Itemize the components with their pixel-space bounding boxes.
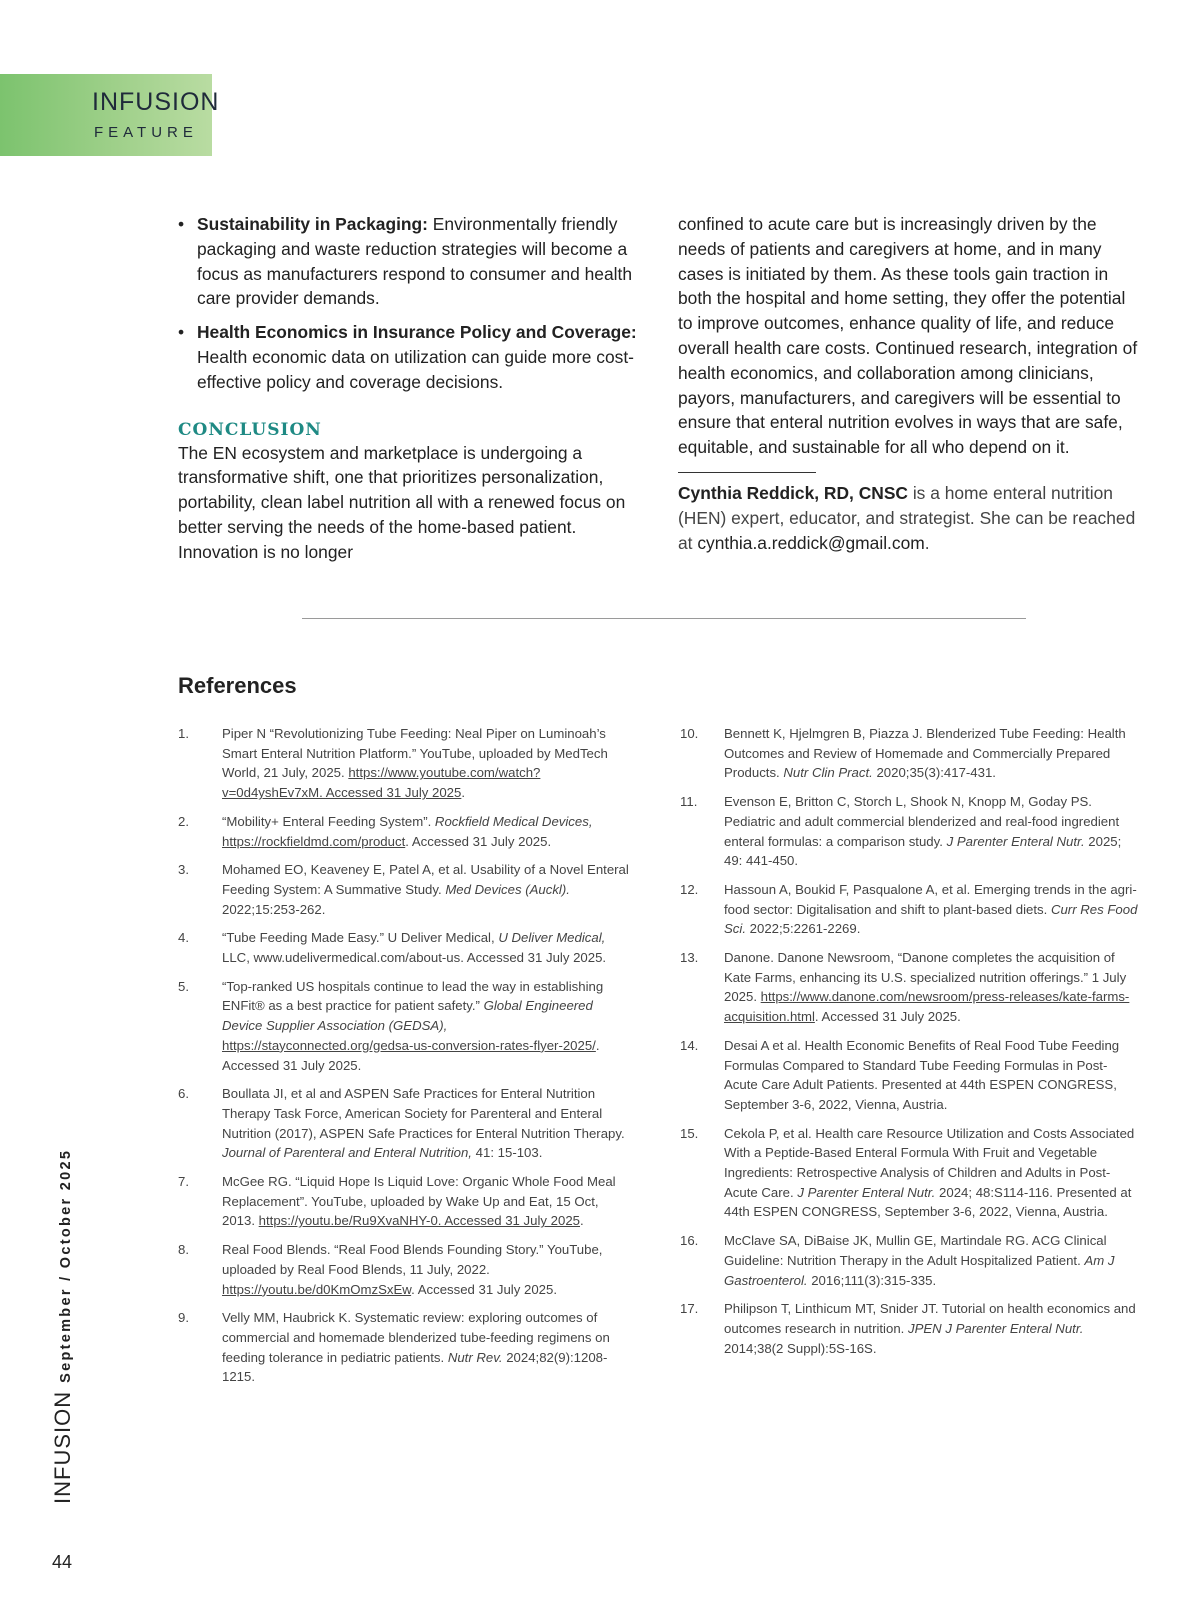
- reference-item: [178, 1084, 634, 1163]
- reference-item: [680, 724, 1138, 783]
- reference-source: JPEN J Parenter Enteral Nutr.: [907, 1320, 1084, 1336]
- reference-number: 8.: [178, 1242, 189, 1258]
- reference-item: [178, 860, 634, 919]
- reference-text: “Mobility+ Enteral Feeding System”.: [222, 813, 435, 829]
- vertical-issue-label: [50, 1149, 76, 1504]
- reference-text: 2022;15:253-262.: [222, 901, 326, 917]
- reference-text: Desai A et al. Health Economic Benefits of Real Food Tube Feeding Formulas Compared to Standard Tube Feeding Formulas in Post-Acute Care Adult Patients. Presented at 44th ESPEN CONGRESS, September 3-6, 2022, Vienna, Austria.: [724, 1037, 1120, 1112]
- reference-item: [680, 1299, 1138, 1358]
- reference-text: Real Food Blends. “Real Food Blends Founding Story.” YouTube, uploaded by Real Food Blends, 11 July, 2022.: [222, 1242, 603, 1277]
- reference-link[interactable]: https://rockfieldmd.com/product: [222, 833, 406, 849]
- reference-text: Bennett K, Hjelmgren B, Piazza J. Blenderized Tube Feeding: Health Outcomes and Review of Homemade and Commercially Prepared Products.: [724, 726, 1126, 781]
- bullet-label: Sustainability in Packaging:: [197, 214, 428, 234]
- reference-text: LLC, www.udelivermedical.com/about-us. Accessed 31 July 2025.: [222, 950, 607, 966]
- reference-link[interactable]: https://youtu.be/Ru9XvaNHY-0. Accessed 31 July 2025: [258, 1213, 581, 1229]
- reference-number: 4.: [178, 930, 189, 946]
- reference-number: 13.: [680, 950, 699, 966]
- infusion-logo: INFUSION: [92, 88, 220, 116]
- header-band: [0, 74, 220, 156]
- reference-source: Nutr Rev.: [447, 1349, 503, 1365]
- reference-number: 2.: [178, 813, 189, 829]
- reference-number: 9.: [178, 1310, 189, 1326]
- reference-source: Am J Gastroenterol.: [724, 1252, 1115, 1288]
- reference-source: U Deliver Medical,: [498, 930, 606, 946]
- reference-text: “Tube Feeding Made Easy.” U Deliver Medical,: [222, 930, 499, 946]
- author-email-link[interactable]: cynthia.a.reddick@gmail.com: [697, 532, 925, 553]
- reference-source: Rockfield Medical Devices,: [434, 813, 593, 829]
- reference-item: [680, 1124, 1138, 1223]
- reference-text: “Top-ranked US hospitals continue to lead the way in establishing ENFit® as a best practice for patient safety.”: [222, 978, 604, 1014]
- reference-text: Piper N “Revolutionizing Tube Feeding: Neal Piper on Luminoah’s Smart Enteral Nutrition Platform.” YouTube, uploaded by MedTech World, 21 July, 2025.: [222, 726, 608, 781]
- reference-number: 12.: [680, 881, 699, 897]
- conclusion-continued-paragraph: confined to acute care but is increasingly driven by the needs of patients and caregivers at home, and in many cases is initiated by them. As these tools gain traction in both the hospital and home setting, they offer the potential to improve outcomes, enhance quality of life, and reduce overall health care costs. Continued research, integration of health economics, and collaboration among clinicians, payors, manufacturers, and caregivers will be essential to ensure that enteral nutrition evolves in ways that are safe, equitable, and sustainable for all who depend on it.: [678, 214, 1138, 458]
- reference-number: 3.: [178, 862, 189, 878]
- section-divider: [302, 618, 1026, 619]
- reference-text: McClave SA, DiBaise JK, Mullin GE, Martindale RG. ACG Clinical Guideline: Nutrition Therapy in the Adult Hospitalized Patient.: [724, 1233, 1107, 1268]
- reference-text: Hassoun A, Boukid F, Pasqualone A, et al. Emerging trends in the agri-food sector: Digitalisation and shift to plant-based diets.: [724, 881, 1137, 917]
- reference-source: J Parenter Enteral Nutr.: [946, 833, 1085, 849]
- reference-number: 15.: [680, 1125, 699, 1141]
- reference-text: 2024; 48:S114-116. Presented at 44th ESPEN CONGRESS, September 3-6, 2022, Vienna, Austria.: [724, 1184, 1132, 1220]
- reference-item: [680, 1036, 1138, 1115]
- reference-item: [178, 977, 634, 1076]
- reference-item: [178, 1240, 634, 1299]
- reference-source: J Parenter Enteral Nutr.: [797, 1184, 936, 1200]
- reference-text: Boullata JI, et al and ASPEN Safe Practices for Enteral Nutrition Therapy Task Force, American Society for Parenteral and Enteral Nutrition (2017), ASPEN Safe Practices for Enteral Nutrition Therapy.: [222, 1086, 625, 1141]
- conclusion-heading: CONCLUSION: [178, 419, 322, 440]
- reference-item: [680, 792, 1138, 871]
- reference-link[interactable]: https://www.danone.com/newsroom/press-releases/kate-farms-acquisition.html: [724, 989, 1130, 1025]
- article-column-left: [178, 212, 638, 565]
- reference-number: 1.: [178, 726, 189, 741]
- reference-number: 16.: [680, 1233, 699, 1249]
- reference-text: .: [580, 1213, 584, 1229]
- reference-number: 17.: [680, 1301, 699, 1317]
- reference-text: 2016;111(3):315-335.: [807, 1272, 937, 1288]
- reference-item: [680, 1231, 1138, 1290]
- reference-number: 5.: [178, 978, 189, 994]
- reference-text: . Accessed 31 July 2025.: [411, 1281, 557, 1297]
- bullet-text: Environmentally friendly packaging and waste reduction strategies will become a focus as manufacturers respond to consumer and health care provider demands.: [197, 214, 633, 309]
- bullet-label: Health Economics in Insurance Policy and Coverage:: [197, 322, 637, 343]
- reference-item: [178, 724, 634, 803]
- reference-text: 41: 15-103.: [471, 1145, 543, 1161]
- reference-text: McGee RG. “Liquid Hope Is Liquid Love: Organic Whole Food Meal Replacement”. YouTube, uploaded by Wake Up and Eat, 15 Oct, 2013.: [222, 1174, 616, 1229]
- reference-source: Nutr Clin Pract.: [783, 765, 873, 781]
- page-number: 44: [52, 1552, 73, 1572]
- bullet-item: [178, 320, 638, 394]
- bio-divider: [678, 472, 816, 473]
- references-title: References: [178, 673, 297, 698]
- reference-text: Philipson T, Linthicum MT, Snider JT. Tutorial on health economics and outcomes research in nutrition.: [724, 1301, 1136, 1336]
- reference-source: Med Devices (Auckl).: [445, 881, 570, 897]
- reference-source: Journal of Parenteral and Enteral Nutrition,: [222, 1145, 472, 1161]
- references-column-left: [178, 724, 634, 1396]
- reference-source: Curr Res Food Sci.: [724, 901, 1138, 937]
- section-label: FEATURE: [94, 124, 198, 141]
- reference-number: 10.: [680, 726, 699, 741]
- reference-link[interactable]: https://youtu.be/d0KmOmzSxEw: [222, 1281, 412, 1297]
- reference-item: [680, 948, 1138, 1027]
- author-bio: [678, 481, 1138, 555]
- vertical-logo: INFUSION: [50, 1390, 75, 1504]
- reference-number: 14.: [680, 1037, 699, 1053]
- bullet-list: [178, 212, 638, 395]
- reference-item: [178, 812, 634, 851]
- reference-text: . Accessed 31 July 2025.: [222, 1037, 600, 1073]
- reference-item: [680, 880, 1138, 939]
- author-bio-end: .: [924, 532, 930, 553]
- article-column-right: [678, 212, 1138, 555]
- author-name: Cynthia Reddick, RD, CNSC: [678, 482, 908, 503]
- reference-text: Cekola P, et al. Health care Resource Utilization and Costs Associated With a Peptide-Based Enteral Formula With Fruit and Vegetable Ingredients: Retrospective Analysis of Children and Adults in Post-Acute Care.: [724, 1125, 1135, 1200]
- reference-text: .: [461, 785, 466, 801]
- reference-text: Velly MM, Haubrick K. Systematic review: exploring outcomes of commercial and homemade blenderized tube-feeding regimens on feeding tolerance in pediatric patients.: [222, 1310, 610, 1365]
- reference-text: . Accessed 31 July 2025.: [405, 833, 552, 849]
- bullet-dot-icon: •: [178, 214, 185, 234]
- bullet-text: Health economic data on utilization can guide more cost-effective policy and coverage decisions.: [197, 346, 634, 392]
- reference-link[interactable]: https://stayconnected.org/gedsa-us-conversion-rates-flyer-2025/: [222, 1037, 596, 1053]
- issue-date: September / October 2025: [58, 1148, 74, 1383]
- conclusion-paragraph: The EN ecosystem and marketplace is undergoing a transformative shift, one that prioritizes personalization, portability, clean label nutrition all with a renewed focus on better serving the needs of the home-based patient. Innovation is no longer: [178, 442, 626, 562]
- reference-item: [178, 928, 634, 967]
- reference-text: 2014;38(2 Suppl):5S-16S.: [724, 1340, 877, 1356]
- reference-source: Global Engineered Device Supplier Association (GEDSA),: [222, 998, 593, 1034]
- bullet-dot-icon: •: [178, 322, 185, 343]
- reference-text: Mohamed EO, Keaveney E, Patel A, et al. Usability of a Novel Enteral Feeding System: A Summative Study.: [222, 862, 629, 897]
- bullet-item: [178, 212, 638, 311]
- reference-item: [178, 1172, 634, 1231]
- author-bio-text: is a home enteral nutrition (HEN) expert, educator, and strategist. She can be reached at: [678, 482, 1136, 553]
- reference-text: 2024;82(9):1208-1215.: [222, 1349, 608, 1385]
- reference-text: 2025; 49: 441-450.: [724, 833, 1122, 869]
- reference-text: 2022;5:2261-2269.: [745, 921, 861, 937]
- references-column-right: [680, 724, 1138, 1367]
- reference-text: 2020;35(3):417-431.: [872, 765, 996, 781]
- reference-link[interactable]: https://www.youtube.com/watch?v=0d4yshEv7xM. Accessed 31 July 2025: [222, 765, 541, 801]
- reference-text: Danone. Danone Newsroom, “Danone completes the acquisition of Kate Farms, enhancing its U.S. specialized nutrition offerings.” 1 July 2025.: [724, 950, 1127, 1005]
- reference-number: 11.: [680, 794, 698, 810]
- reference-item: [178, 1308, 634, 1387]
- reference-text: . Accessed 31 July 2025.: [814, 1009, 961, 1025]
- reference-text: Evenson E, Britton C, Storch L, Shook N, Knopp M, Goday PS. Pediatric and adult commercial blenderized and real-food ingredient enteral formulas: a comparison study.: [724, 794, 1120, 849]
- reference-number: 7.: [178, 1174, 189, 1190]
- reference-number: 6.: [178, 1086, 189, 1102]
